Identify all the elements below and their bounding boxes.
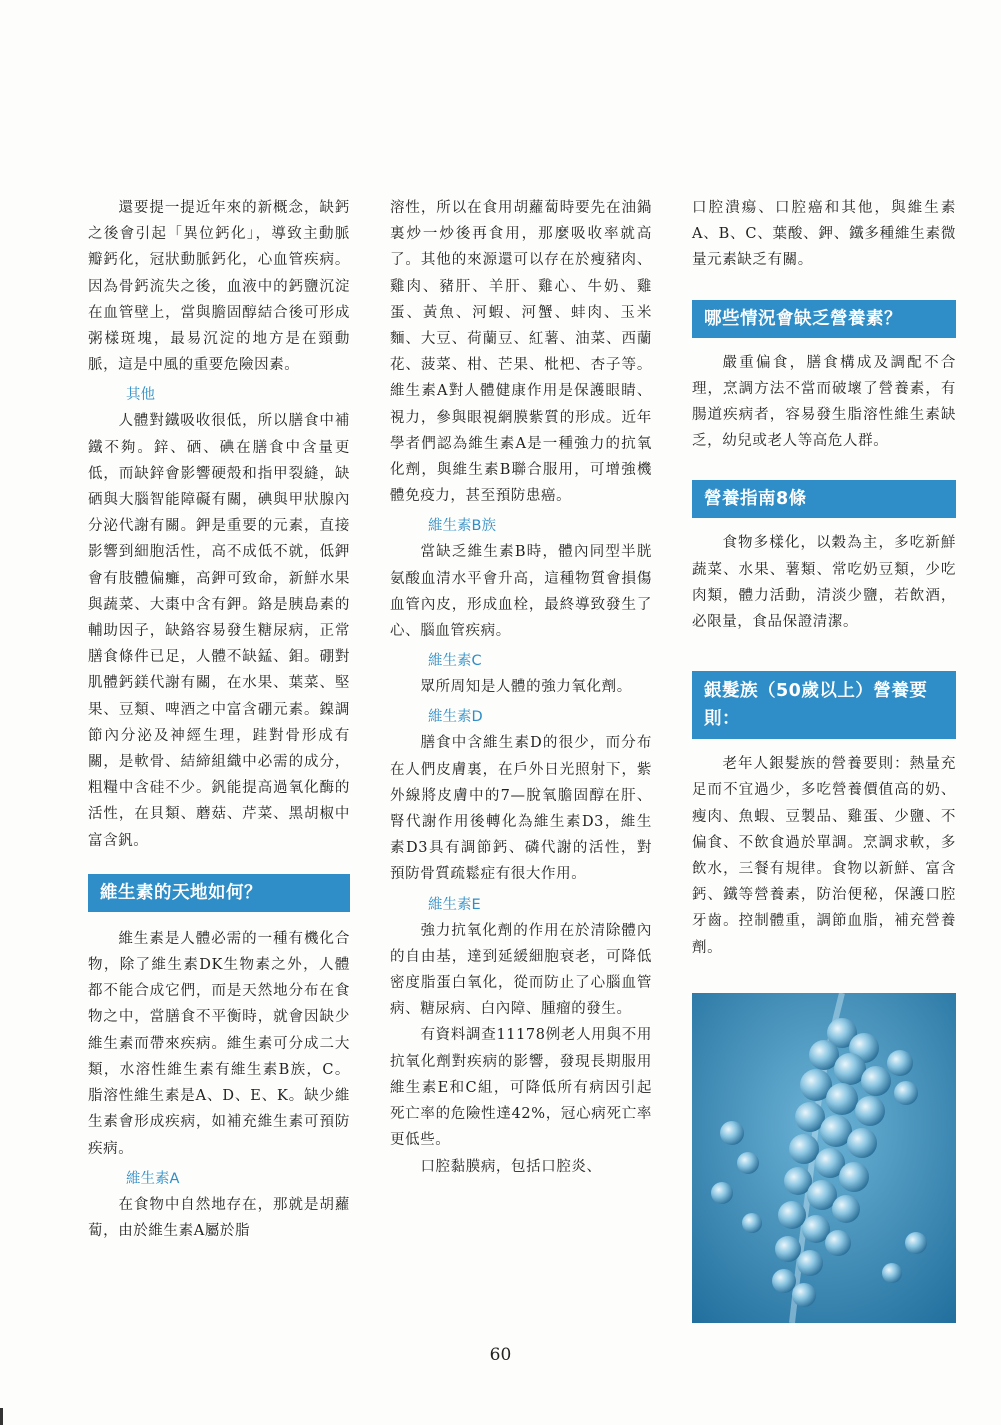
- subheading-vitamin-d: 維生素D: [428, 709, 483, 726]
- paragraph-calcium: 還要提一提近年來的新概念，缺鈣之後會引起「異位鈣化」，導致主動脈瓣鈣化，冠狀動脈鈣化，心血管疾病。因為骨鈣流失之後，血液中的鈣鹽沉淀在血管壁上，當與膽固醇結合後可形成粥樣斑塊，最易沉淀的地方是在頸動脈，這是中風的重要危險因素。: [88, 200, 350, 374]
- paragraph-vitamin-intro: 維生素是人體必需的一種有機化合物，除了維生素DK生物素之外，人體都不能合成它們，而是天然地分布在食物之中，當膳食不平衡時，就會因缺少維生素而帶來疾病。維生素可分成二大類，水溶性維生素有維生素B族，C。脂溶性維生素是A、D、E、K。缺少維生素會形成疾病，如補充維生素可預防疾病。: [88, 930, 350, 1157]
- paragraph-survey: 有資料調查11178例老人用與不用抗氧化劑對疾病的影響，發現長期服用維生素E和C組，可降低所有病因引起死亡率的危險性達42%，冠心病死亡率更低些。: [390, 1027, 652, 1149]
- subheading-other: 其他: [126, 387, 155, 404]
- paragraph-vitamin-a-cont: 溶性，所以在食用胡蘿蔔時要先在油鍋裏炒一炒後再食用，那麼吸收率就高了。其他的來源還可以存在於瘦豬肉、雞肉、豬肝、羊肝、雞心、牛奶、雞蛋、黃魚、河蝦、河蟹、蚌肉、玉米麵、大豆、荷蘭豆、紅薯、油菜、西蘭花、菠菜、柑、芒果、枇杷、杏子等。維生素A對人體健康作用是保護眼睛、視力，參與眼視網膜紫質的形成。近年學者們認為維生素A是一種強力的抗氧化劑，與維生素B聯合服用，可增強機體免疫力，甚至預防患癌。: [390, 200, 652, 505]
- paragraph-seniors: 老年人銀髮族的營養要則：熱量充足而不宜過少，多吃營養價值高的奶、瘦肉、魚蝦、豆製品、雞蛋、少鹽、不偏食、不飲食過於單調。烹調求軟，多飲水，三餐有規律。食物以新鮮、富含鈣、鐵等營養素，防治便秘，保護口腔牙齒。控制體重，調節血脂，補充營養劑。: [692, 756, 956, 956]
- subheading-vitamin-c: 維生素C: [428, 653, 482, 670]
- paragraph-oral-cont: 口腔潰瘍、口腔癌和其他，與維生素A、B、C、葉酸、鉀、鐵多種維生素微量元素缺乏有關。: [692, 200, 956, 269]
- section-bar-deficiency: 哪些情況會缺乏營養素？: [692, 300, 956, 338]
- paragraph-vitamin-c: 眾所周知是人體的強力氧化劑。: [420, 679, 632, 696]
- grapes-image: [692, 993, 956, 1323]
- subheading-vitamin-b: 維生素B族: [428, 518, 496, 535]
- grapes-photo: [692, 993, 956, 1323]
- paragraph-vitamin-b: 當缺乏維生素B時，體內同型半胱氨酸血清水平會升高，這種物質會損傷血管內皮，形成血栓，最終導致發生了心、腦血管疾病。: [390, 544, 652, 640]
- subheading-vitamin-a: 維生素A: [126, 1170, 180, 1187]
- paragraph-minerals: 人體對鐵吸收很低，所以膳食中補鐵不夠。鋅、硒、碘在膳食中含量更低，而缺鋅會影響硬殼和指甲裂縫，缺硒與大腦智能障礙有關，碘與甲狀腺內分泌代謝有關。鉀是重要的元素，直接影響到細胞活性，高不成低不就，低鉀會有肢體偏癱，高鉀可致命，新鮮水果與蔬菜、大棗中含有鉀。鉻是胰島素的輔助因子，缺鉻容易發生糖尿病，正常膳食條件已足，人體不缺錳、鉬。硼對肌體鈣鎂代謝有關，在水果、葉菜、堅果、豆類、啤酒之中富含硼元素。鎳調節內分泌及神經生理，跬對骨形成有關，是軟骨、結締組織中必需的成分，粗糧中含硅不少。釩能提高過氧化酶的活性，在貝類、蘑菇、芹菜、黑胡椒中富含釩。: [88, 413, 350, 849]
- section-bar-seniors: 銀髮族（50歲以上）營養要則：: [692, 671, 956, 739]
- paragraph-guide: 食物多樣化，以穀為主，多吃新鮮蔬菜、水果、薯類、常吃奶豆類，少吃肉類，體力活動，清淡少鹽，若飲酒，必限量，食品保證清潔。: [692, 535, 956, 631]
- column-3: [692, 195, 956, 961]
- paragraph-oral: 口腔黏膜病，包括口腔炎、: [420, 1158, 602, 1175]
- subheading-vitamin-e: 維生素E: [428, 896, 481, 913]
- section-bar-vitamins: 維生素的天地如何？: [88, 874, 350, 912]
- scan-edge-mark: [0, 1408, 3, 1425]
- paragraph-vitamin-e: 強力抗氧化劑的作用在於清除體內的自由基，達到延緩細胞衰老，可降低密度脂蛋白氧化，從而防止了心腦血管病、糖尿病、白內障、腫瘤的發生。: [390, 922, 652, 1018]
- column-1: [88, 195, 350, 1244]
- page-number: 60: [489, 1345, 512, 1365]
- section-bar-guide: 營養指南8條: [692, 480, 956, 518]
- paragraph-deficiency: 嚴重偏食，膳食構成及調配不合理，烹調方法不當而破壞了營養素，有腸道疾病者，容易發生脂溶性維生素缺乏，幼兒或老人等高危人群。: [692, 354, 956, 450]
- paragraph-vitamin-d: 膳食中含維生素D的很少，而分布在人們皮膚裏，在戶外日光照射下，紫外線將皮膚中的7—脫氧膽固醇在肝、腎代謝作用後轉化為維生素D3，維生素D3具有調節鈣、磷代謝的活性，對預防骨質疏鬆症有很大作用。: [390, 735, 652, 883]
- paragraph-vitamin-a: 在食物中自然地存在，那就是胡蘿蔔，由於維生素A屬於脂: [88, 1196, 350, 1239]
- column-2: [390, 195, 652, 1180]
